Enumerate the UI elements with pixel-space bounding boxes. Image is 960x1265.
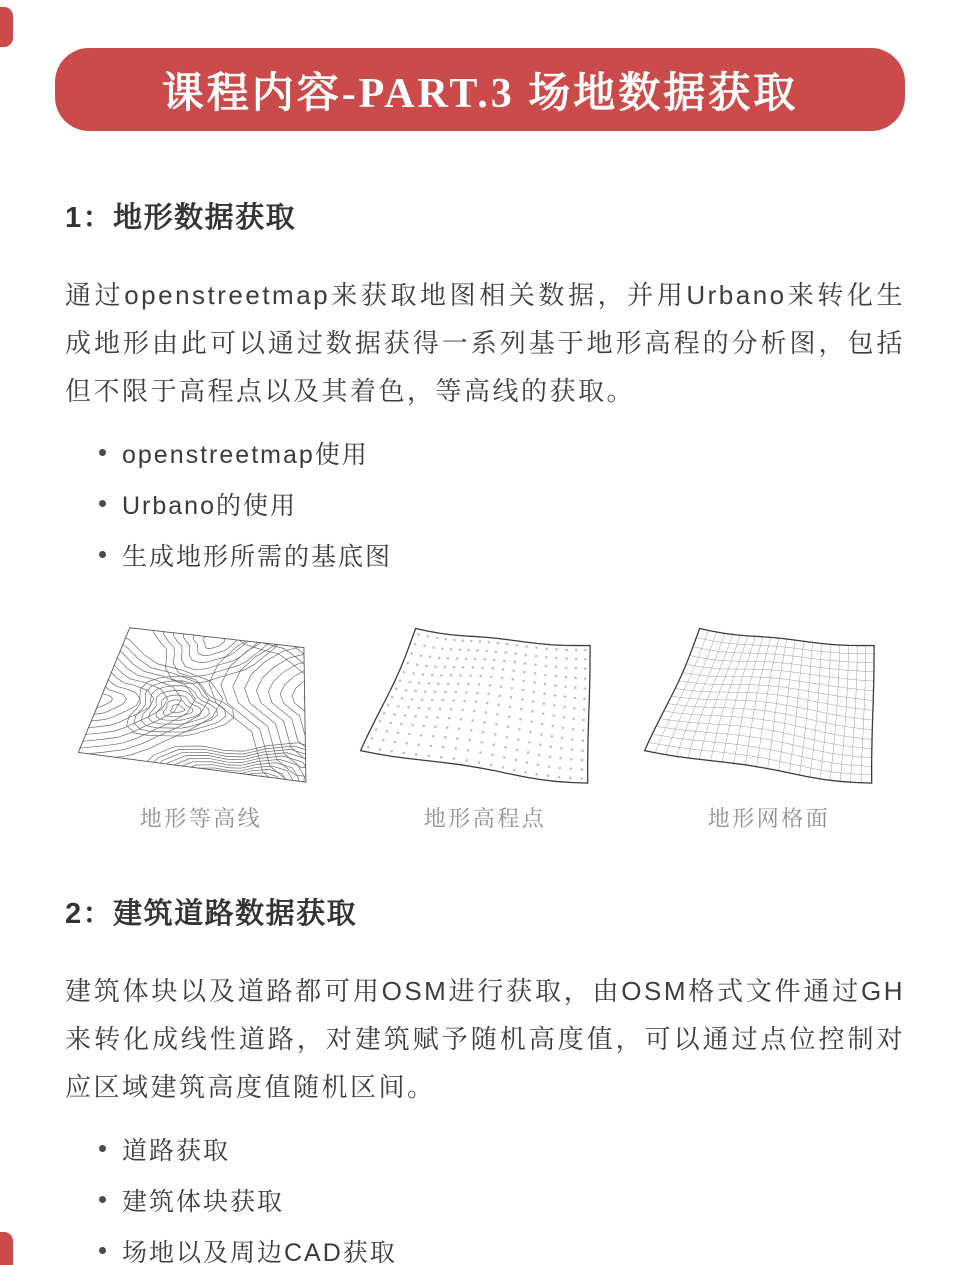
list-item <box>65 1135 905 1165</box>
terrain-points-image <box>349 604 621 794</box>
figure-terrain-points <box>349 604 621 833</box>
left-edge-red-tab-bottom <box>0 1232 13 1265</box>
figure-terrain-mesh <box>633 604 905 833</box>
bullet-label: 场地以及周边CAD获取 <box>122 1238 397 1265</box>
bullet-label: Urbano的使用 <box>122 491 297 520</box>
figure-caption: 地形网格面 <box>707 806 831 831</box>
list-item <box>65 439 905 469</box>
bullet-label: 生成地形所需的基底图 <box>122 542 393 571</box>
terrain-figure-row <box>65 604 905 833</box>
left-edge-red-tab-top <box>0 7 13 47</box>
list-item <box>65 1237 905 1264</box>
bullet-label: 道路获取 <box>122 1136 231 1165</box>
section-1-paragraph: 通过openstreetmap来获取地图相关数据，并用Urbano来转化生成地形由此可以通过数据获得一系列基于地形高程的分析图，包括但不限于高程点以及其着色，等高线的获取。 <box>65 280 905 406</box>
bullet-icon <box>99 449 106 456</box>
section-2-heading: 2：建筑道路数据获取 <box>65 898 358 930</box>
figure-caption: 地形等高线 <box>139 806 263 831</box>
figure-caption: 地形高程点 <box>423 806 547 831</box>
terrain-contour-image <box>65 604 337 794</box>
bullet-icon <box>99 551 106 558</box>
bullet-icon <box>99 1247 106 1254</box>
page-title: 课程内容-PART.3 场地数据获取 <box>161 70 799 117</box>
list-item <box>65 1186 905 1216</box>
list-item <box>65 541 905 571</box>
bullet-label: 建筑体块获取 <box>122 1187 285 1216</box>
bullet-icon <box>99 500 106 507</box>
list-item <box>65 490 905 520</box>
section-1-bullet-list <box>65 439 905 571</box>
bullet-icon <box>99 1196 106 1203</box>
title-banner <box>55 48 905 131</box>
section-2-paragraph: 建筑体块以及道路都可用OSM进行获取，由OSM格式文件通过GH来转化成线性道路，对建筑赋予随机高度值，可以通过点位控制对应区域建筑高度值随机区间。 <box>65 976 905 1102</box>
section-1-heading: 1：地形数据获取 <box>65 202 297 234</box>
bullet-icon <box>99 1145 106 1152</box>
content-area <box>0 201 960 1264</box>
figure-terrain-contour <box>65 604 337 833</box>
section-2-bullet-list <box>65 1135 905 1264</box>
terrain-mesh-image <box>633 604 905 794</box>
bullet-label: openstreetmap使用 <box>122 440 369 469</box>
